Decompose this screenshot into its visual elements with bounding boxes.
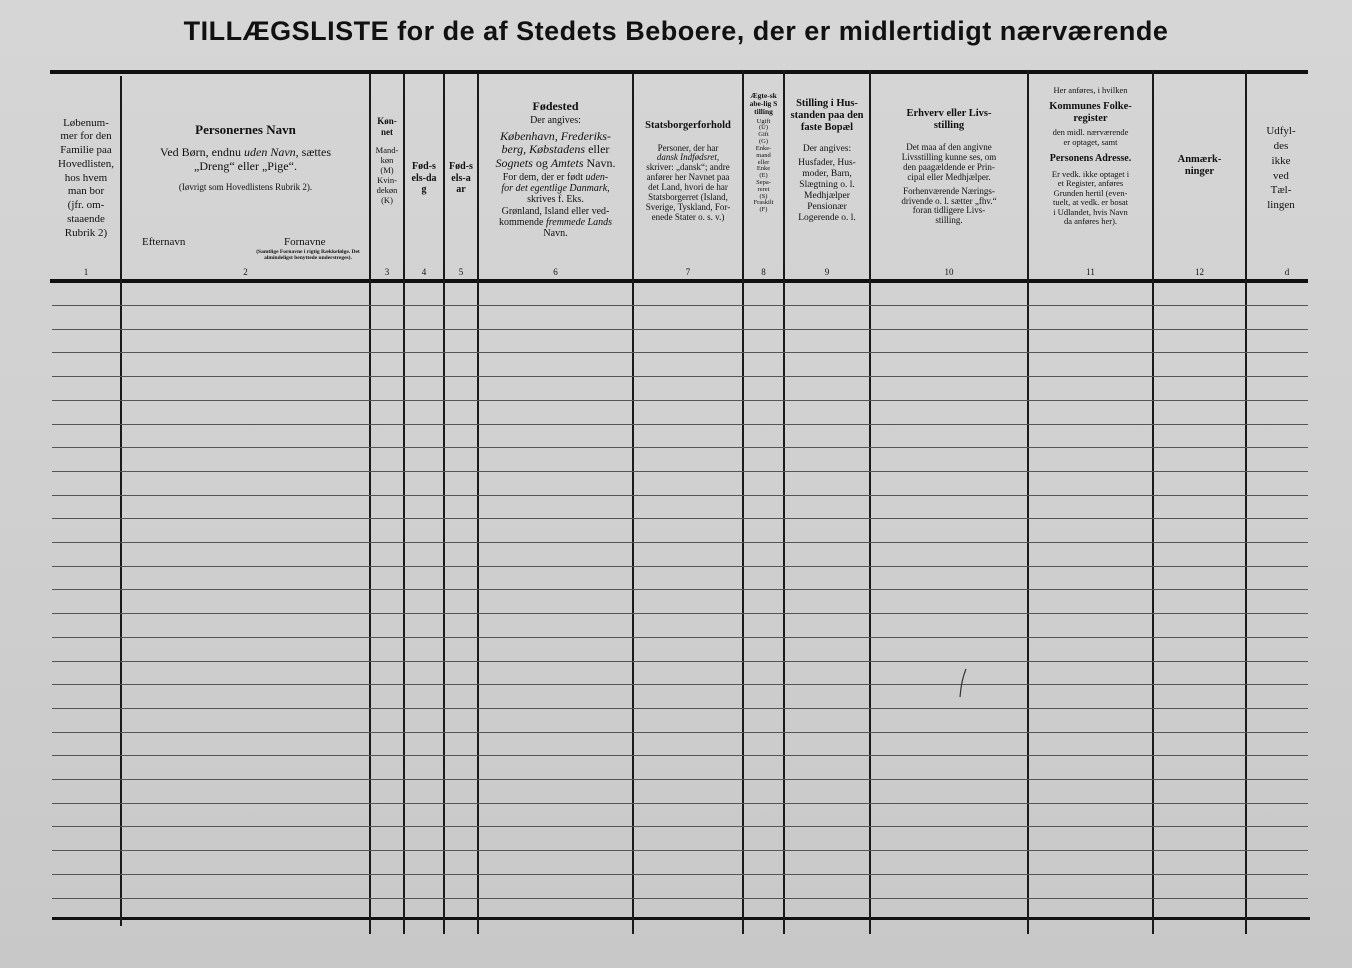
col9-sub: Der angives: (802, 144, 852, 155)
col10-header (871, 76, 1027, 281)
title-caps: TILLÆGSLISTE (183, 16, 390, 46)
col6-p1-italic: uden- (585, 171, 609, 183)
col10-line: cipal eller Medhjælper. (907, 171, 991, 182)
col1-line: staaende (67, 212, 105, 225)
col2-note1-text: Ved Børn, endnu (160, 145, 241, 160)
ruled-line (52, 400, 1308, 401)
ruled-line (52, 447, 1308, 448)
ruled-line (52, 732, 1308, 733)
col6-plain3: og (535, 155, 548, 170)
col5-heading: Fød-sels-aar (449, 160, 473, 196)
col2-heading: Personernes Navn (195, 122, 296, 137)
top-border (50, 70, 1308, 74)
col7-heading: Statsborgerforhold (645, 120, 731, 131)
col-number: 7 (685, 267, 691, 277)
col10-line: den paagældende er Prin- (903, 161, 995, 172)
col10-line: Livsstilling kunne ses, om (901, 151, 997, 162)
col-number: 9 (824, 267, 830, 277)
col3-line: Kvin- (377, 175, 397, 186)
col-number: 11 (1086, 267, 1095, 277)
col6-italic3: Sognets (495, 155, 533, 170)
col-number: 8 (761, 267, 766, 277)
col6-p1-text: For dem, der er født (502, 171, 583, 183)
col9-header (785, 76, 869, 281)
ruled-line (52, 779, 1308, 780)
col7-rest: Statsborgerret (Island, (648, 192, 728, 202)
ruled-line (52, 684, 1308, 685)
ruled-line (52, 376, 1308, 377)
ruled-line (52, 850, 1308, 851)
col6-p5-italic: fremmede Lands (545, 216, 612, 228)
ruled-line (52, 518, 1308, 519)
col6-plain3b: Navn. (586, 155, 616, 170)
ruled-line (52, 708, 1308, 709)
col6-line3 (495, 157, 615, 170)
col8-line: (U) (758, 124, 769, 132)
col9-line: Medhjælper (804, 190, 850, 201)
col8-line: eller (757, 158, 770, 166)
col8-line: Enke- (755, 144, 772, 152)
col6-italic3b: Amtets (550, 155, 584, 170)
col7-rest: anfører her Navnet paa (646, 172, 730, 183)
col2-sub-right-note: (Samtlige Fornavne i rigtig Rækkefølge. Det almindeligst benyttede understreges). (256, 249, 360, 262)
ruled-line (52, 874, 1308, 875)
col-number: 2 (243, 267, 248, 277)
col8-line: (S) (759, 192, 768, 200)
col7-rest: enede Stater o. s. v.) (651, 211, 725, 222)
ruled-line (52, 495, 1308, 496)
col-number: 5 (458, 267, 464, 277)
col11-mid: er optaget, samt (1063, 136, 1118, 147)
col8-line: Enke (756, 165, 771, 173)
col4-heading: Fød-sels-dag (411, 160, 437, 196)
col10-line: Forhenværende Nærings- (903, 185, 995, 196)
col3-line: dekøn (376, 185, 398, 196)
col1-line: (jfr. om- (67, 199, 105, 212)
ruled-line (52, 661, 1308, 662)
ruled-line (52, 329, 1308, 330)
col6-p2: for det egentlige Danmark, (501, 183, 610, 195)
col3-heading: Køn-net (377, 116, 397, 137)
col8-line: Ugift (756, 117, 771, 125)
ruled-line (52, 471, 1308, 472)
col6-plain2: eller (588, 142, 610, 157)
col9-line: Slægtning o. l. (799, 179, 855, 190)
col9-heading: Stilling i Hus-standen paa den faste Bopæl (790, 98, 864, 134)
col10-heading: Erhverv eller Livs-stilling (906, 108, 992, 131)
col6-p6: Navn. (543, 227, 568, 239)
col3-line: (M) (380, 165, 394, 176)
col-d-line: Tæl- (1270, 184, 1292, 197)
col6-italic2: berg, Købstadens (501, 142, 586, 157)
col1-line: Hovedlisten, (58, 157, 114, 170)
col11-heading2: Personens Adresse. (1049, 153, 1132, 165)
col8-line: Gift (758, 131, 769, 139)
col1-line: mer for den (60, 130, 112, 143)
col10-line: foran tidligere Livs- (912, 205, 986, 216)
col5-header (445, 76, 477, 281)
col-number: 1 (83, 267, 89, 277)
col-d-line: lingen (1267, 199, 1295, 212)
col1-line: Familie paa (60, 144, 112, 157)
col11-heading: Kommunes Folke-register (1049, 101, 1132, 124)
col1-line: Rubrik 2) (64, 226, 108, 239)
ruled-line (52, 803, 1308, 804)
col11-pre: Her anføres, i hvilken (1053, 85, 1128, 95)
col-number: d (1284, 267, 1290, 277)
col12-heading: Anmærk-ninger (1177, 154, 1222, 178)
col6-sub: Der angives: (530, 115, 581, 127)
ruled-line (52, 826, 1308, 827)
col11-line: Er vedk. ikke optaget i (1051, 169, 1130, 180)
col4-header (405, 76, 443, 281)
col-number: 12 (1195, 267, 1204, 277)
col6-p1 (503, 172, 609, 183)
ruled-line (52, 637, 1308, 638)
col-number: 3 (384, 267, 390, 277)
bottom-border (52, 917, 1310, 920)
col6-p5 (499, 217, 612, 228)
col12-header (1154, 76, 1245, 281)
col7-rest: det Land, hvori de har (648, 182, 728, 193)
ruled-line (52, 424, 1308, 425)
col6-p4: Grønland, Island eller ved- (501, 205, 610, 217)
col2-note1-end: sættes (301, 145, 331, 160)
col-d-line: ikke (1271, 154, 1291, 167)
ruled-line (52, 542, 1308, 543)
col6-p5-text: kommende (499, 216, 544, 228)
col11-header (1029, 76, 1152, 281)
ruled-line (52, 305, 1308, 306)
col6-italic1: København, Frederiks- (500, 128, 611, 143)
title-rest: for de af Stedets Beboere, der er midlertidigt nærværende (389, 16, 1169, 46)
col6-heading: Fødested (532, 99, 579, 113)
col8-header (744, 76, 783, 281)
col7-rest: Sverige, Tyskland, For- (645, 201, 731, 212)
col10-line: Det maa af den angivne (906, 142, 992, 153)
col3-header (371, 76, 403, 281)
col3-line: køn (380, 155, 394, 166)
col1-header (50, 76, 122, 281)
col3-line: (K) (381, 195, 393, 206)
col-d-line: des (1273, 139, 1289, 152)
col6-header (479, 76, 632, 281)
col9-line: moder, Barn, (802, 169, 852, 180)
col10-line: drivende o. l. sætter „fhv.“ (901, 195, 997, 206)
form-title (0, 16, 1352, 47)
col11-mid: den midl. nærværende (1052, 127, 1129, 138)
col7-header (634, 76, 742, 281)
col-number: 10 (944, 267, 954, 277)
col7-rest: skriver: „dansk“; andre (646, 162, 730, 173)
col9-line: Pensionær (807, 201, 847, 212)
col6-line2 (502, 143, 610, 156)
ruled-line (52, 352, 1308, 353)
col8-line: (G) (758, 138, 769, 146)
col2-note1-italic: uden Navn, (244, 145, 299, 160)
col6-p3: skrives f. Eks. (527, 194, 584, 206)
col8-line: (E) (759, 172, 768, 180)
ruled-line (52, 898, 1308, 899)
col-d-line: Udfyl- (1266, 125, 1296, 137)
col9-line: Husfader, Hus- (798, 158, 856, 169)
col8-heading: Ægte-skabe-lig Stilling (749, 91, 778, 116)
col2-note3: (Iøvrigt som Hovedlistens Rubrik 2). (178, 181, 313, 192)
pen-mark (958, 668, 968, 698)
col7-italic: dansk Indfødsret, (656, 152, 720, 163)
col11-line: da anføres her). (1063, 215, 1118, 226)
col8-line: Fraskilt (753, 199, 774, 207)
col2-sub-left: Efternavn (142, 236, 186, 248)
ruled-line (52, 566, 1308, 567)
col11-line: tuelt, at vedk. er bosat (1052, 197, 1129, 208)
col1-line: hos hvem (64, 171, 108, 184)
col3-line: Mand- (375, 145, 399, 156)
col8-line: (F) (759, 206, 768, 214)
col-d-header (1247, 76, 1315, 281)
col2-note2: „Dreng“ eller „Pige“. (194, 159, 297, 174)
col-number: 6 (553, 267, 558, 277)
col11-line: Grunden hertil (even- (1053, 187, 1128, 198)
col11-line: i Udlandet, hvis Navn (1053, 206, 1128, 217)
col2-sub-right: Fornavne (284, 236, 326, 248)
col8-line: reret (757, 185, 770, 193)
ruled-line (52, 755, 1308, 756)
col1-line: man bor (67, 185, 105, 198)
col10-line: stilling. (935, 215, 963, 226)
col9-line: Logerende o. l. (798, 212, 856, 223)
col8-line: Sepa- (756, 178, 771, 186)
ruled-line (52, 613, 1308, 614)
col1-line: Løbenum- (63, 116, 109, 129)
col-number: 4 (421, 267, 427, 277)
col2-note1 (160, 145, 331, 159)
col8-line: mand (756, 151, 771, 159)
col7-line: Personer, der har (657, 142, 719, 153)
col11-line: et Register, anføres (1057, 178, 1124, 189)
col-d-line: ved (1273, 169, 1289, 182)
ruled-line (52, 589, 1308, 590)
